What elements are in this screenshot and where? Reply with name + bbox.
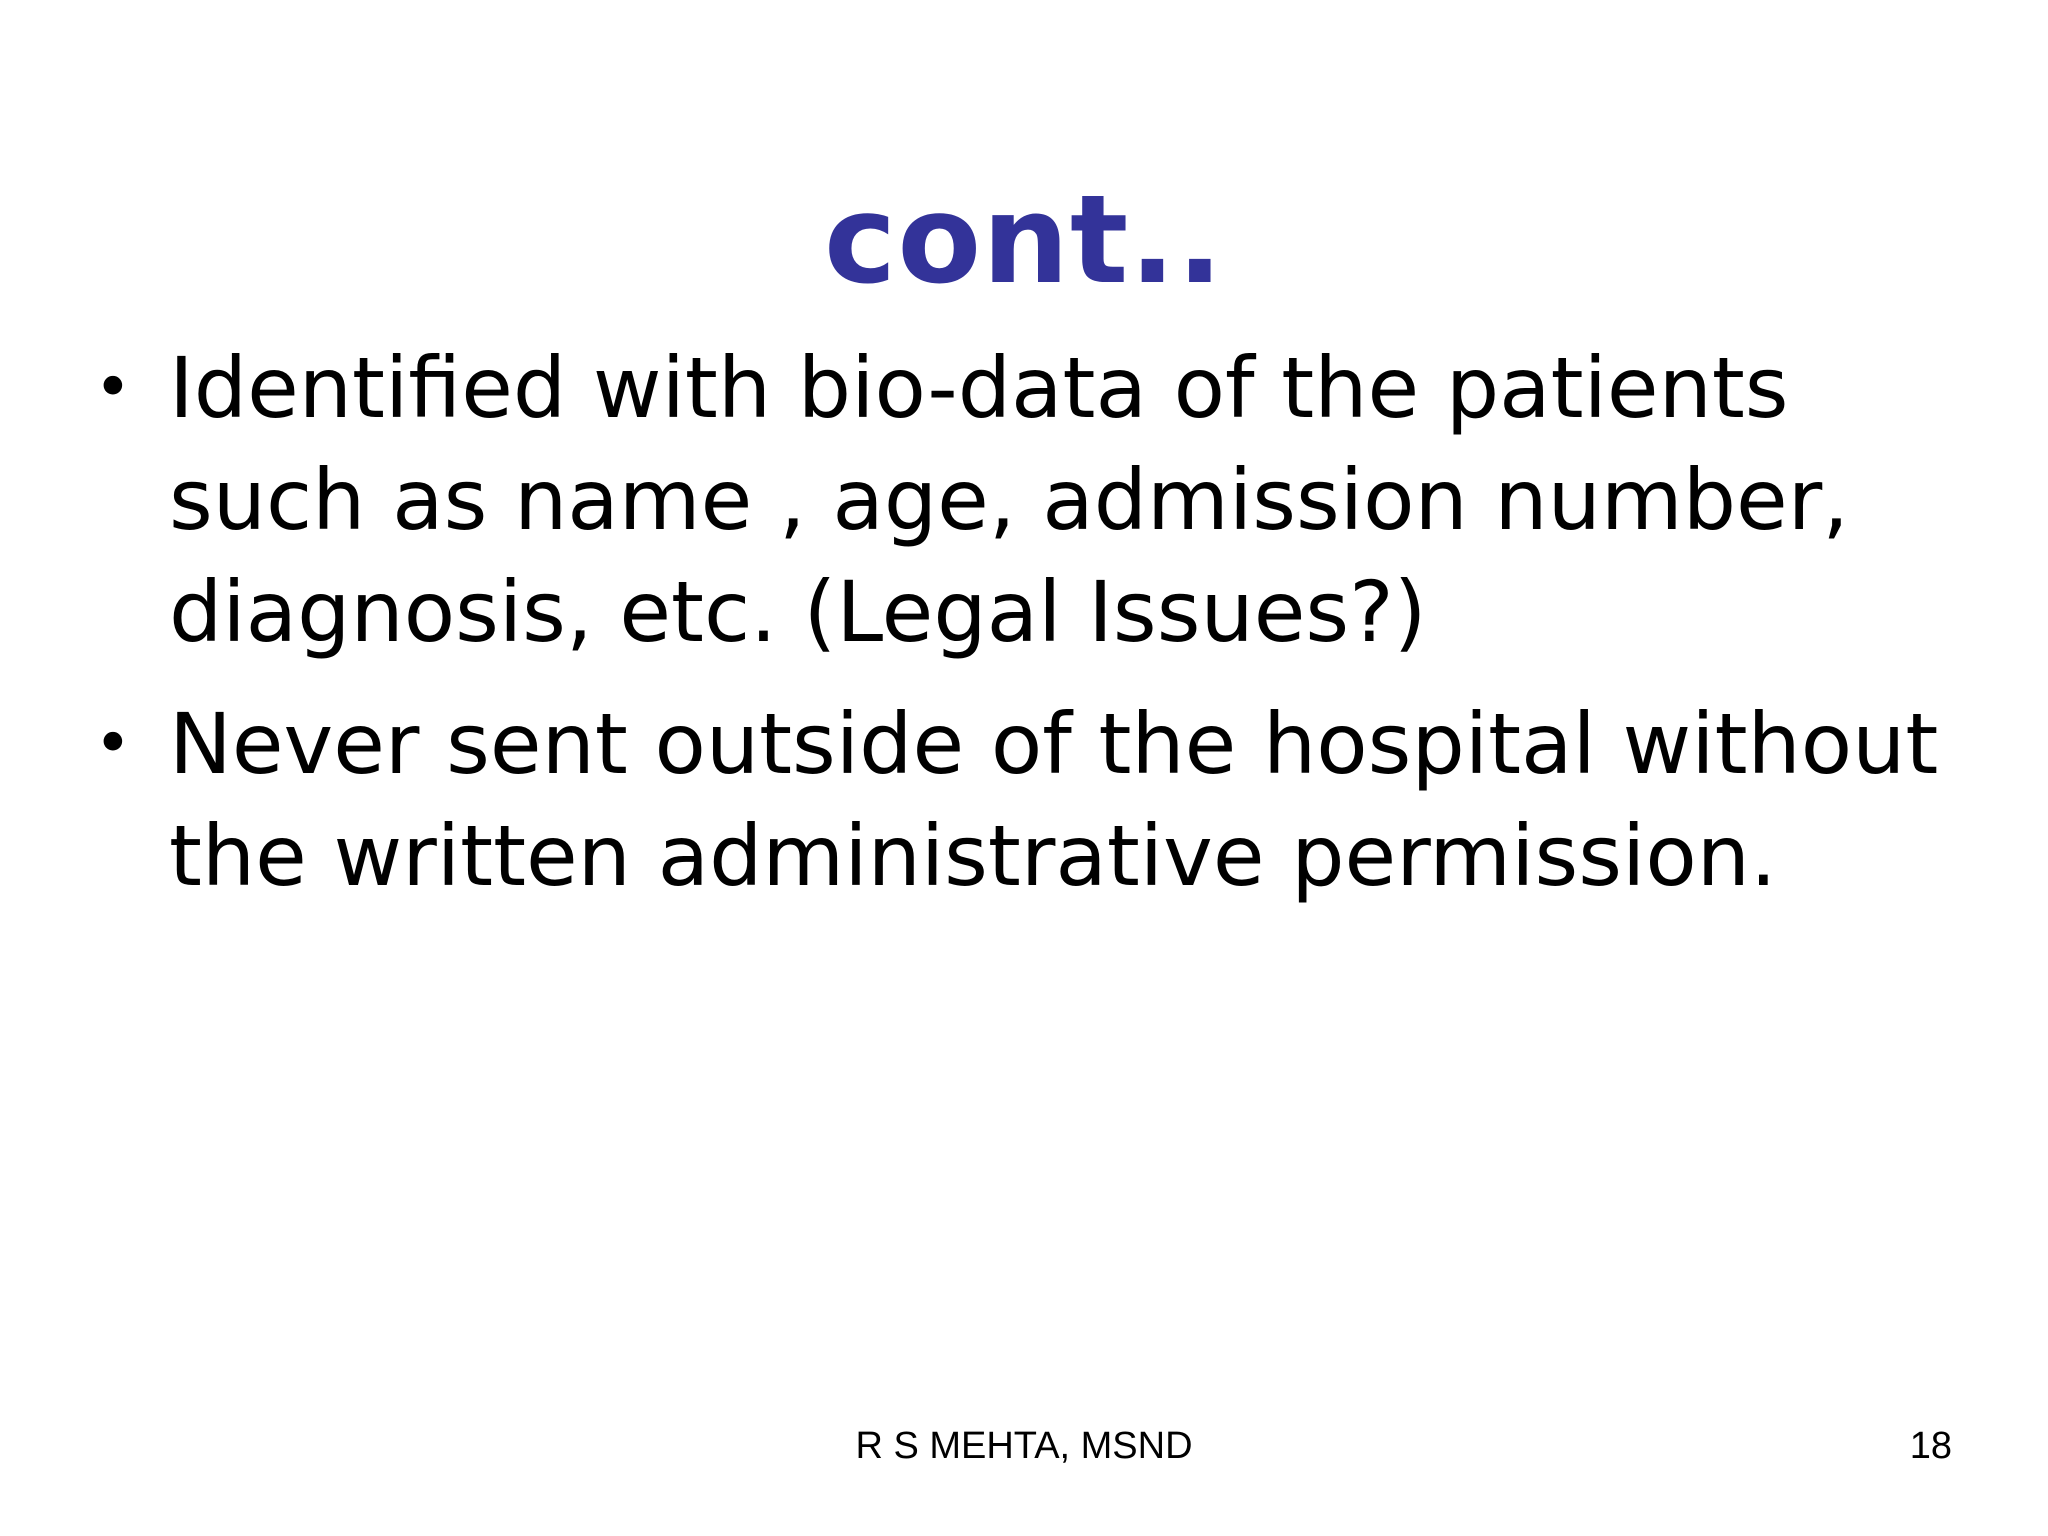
bullet-marker: • — [94, 707, 132, 781]
bullet-item — [94, 332, 1974, 668]
bullet-marker: • — [94, 351, 132, 425]
footer-author: R S MEHTA, MSND — [855, 1425, 1193, 1467]
bullet-list — [94, 332, 1974, 932]
bullet-text: Never sent outside of the hospital without the written administrative permission. — [169, 695, 1939, 905]
slide-title: cont.. — [824, 169, 1224, 311]
bullet-item — [94, 688, 1974, 912]
bullet-text: Identified with bio-data of the patients such as name , age, admission number, diagnosis, etc. (Legal Issues?) — [169, 339, 1849, 661]
page-number: 18 — [1909, 1425, 1952, 1467]
